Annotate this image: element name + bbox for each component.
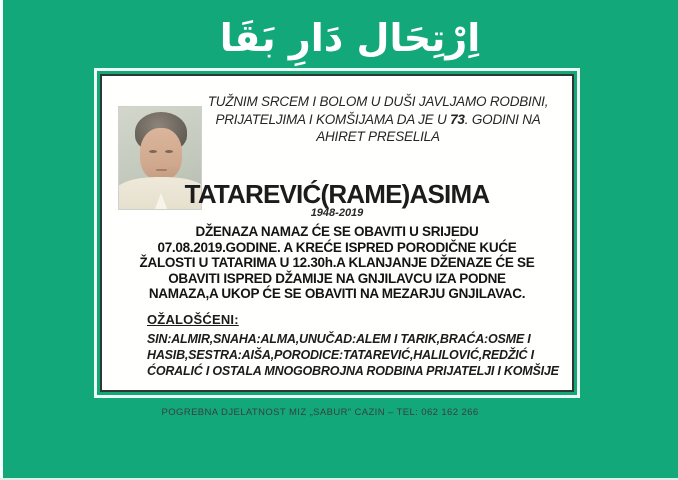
portrait-eye-left: [149, 150, 157, 153]
funeral-details-line: NAMAZA,A UKOP ĆE SE OBAVITI NA MEZARJU GNJILAVAC.: [148, 286, 526, 302]
intro-text: AHIRET PRESELILA: [316, 129, 440, 144]
intro-text: TUŽNIM SRCEM I BOLOM U DUŠI JAVLJAMO RODBINI,: [207, 94, 549, 109]
portrait-eye-right: [165, 150, 173, 153]
mourners-label: OŽALOŠĆENI:: [147, 312, 239, 327]
mourners-line: ĆORALIĆ I OSTALA MNOGOBROJNA RODBINA PRIJATELJI I KOMŠIJE: [147, 364, 559, 378]
portrait-mouth: [156, 169, 167, 171]
funeral-details-line: OBAVITI ISPRED DŽAMIJE NA GNJILAVCU IZA PODNE: [168, 270, 506, 286]
funeral-details-line: DŽENAZA NAMAZ ĆE SE OBAVITI U SRIJEDU: [195, 224, 479, 239]
funeral-details-line: ŽALOSTI U TATARIMA U 12.30h.A KLANJANJE DŽENAZE ĆE SE: [139, 255, 535, 271]
mourners-line: HASIB,SESTRA:AIŠA,PORODICE:TATAREVIĆ,HALILOVIĆ,REDŽIĆ I: [147, 348, 534, 362]
intro-text: . GODINI NA: [464, 111, 541, 127]
mourners-line: SIN:ALMIR,SNAHA:ALMA,UNUČAD:ALEM I TARIK,BRAĆA:OSME I: [147, 332, 531, 346]
arabic-calligraphy: اِرْتِحَال دَارِ بَقَا: [219, 16, 481, 60]
announcement-intro: [197, 93, 559, 146]
scan-edge-left: [0, 0, 3, 480]
intro-line-1: [197, 93, 559, 111]
funeral-details-line: 07.08.2019.GODINE. A KREĆE ISPRED PORODIČNE KUĆE: [157, 239, 517, 255]
funeral-details: [102, 224, 572, 302]
deceased-birth-death-years: 1948-2019: [310, 207, 364, 219]
funeral-service-contact: POGREBNA DJELATNOST MIZ „SABUR” CAZIN – TEL: 062 162 266: [161, 407, 479, 418]
intro-line-2: [197, 111, 559, 129]
mourners-list: [147, 331, 559, 379]
age-value: 73: [450, 111, 465, 127]
obituary-card: [100, 74, 574, 392]
intro-line-3: [197, 128, 559, 146]
intro-text: PRIJATELJIMA I KOMŠIJAMA DA JE U: [215, 111, 451, 127]
deceased-name: TATAREVIĆ(RAME)ASIMA: [184, 179, 490, 209]
portrait-face: [140, 128, 182, 180]
